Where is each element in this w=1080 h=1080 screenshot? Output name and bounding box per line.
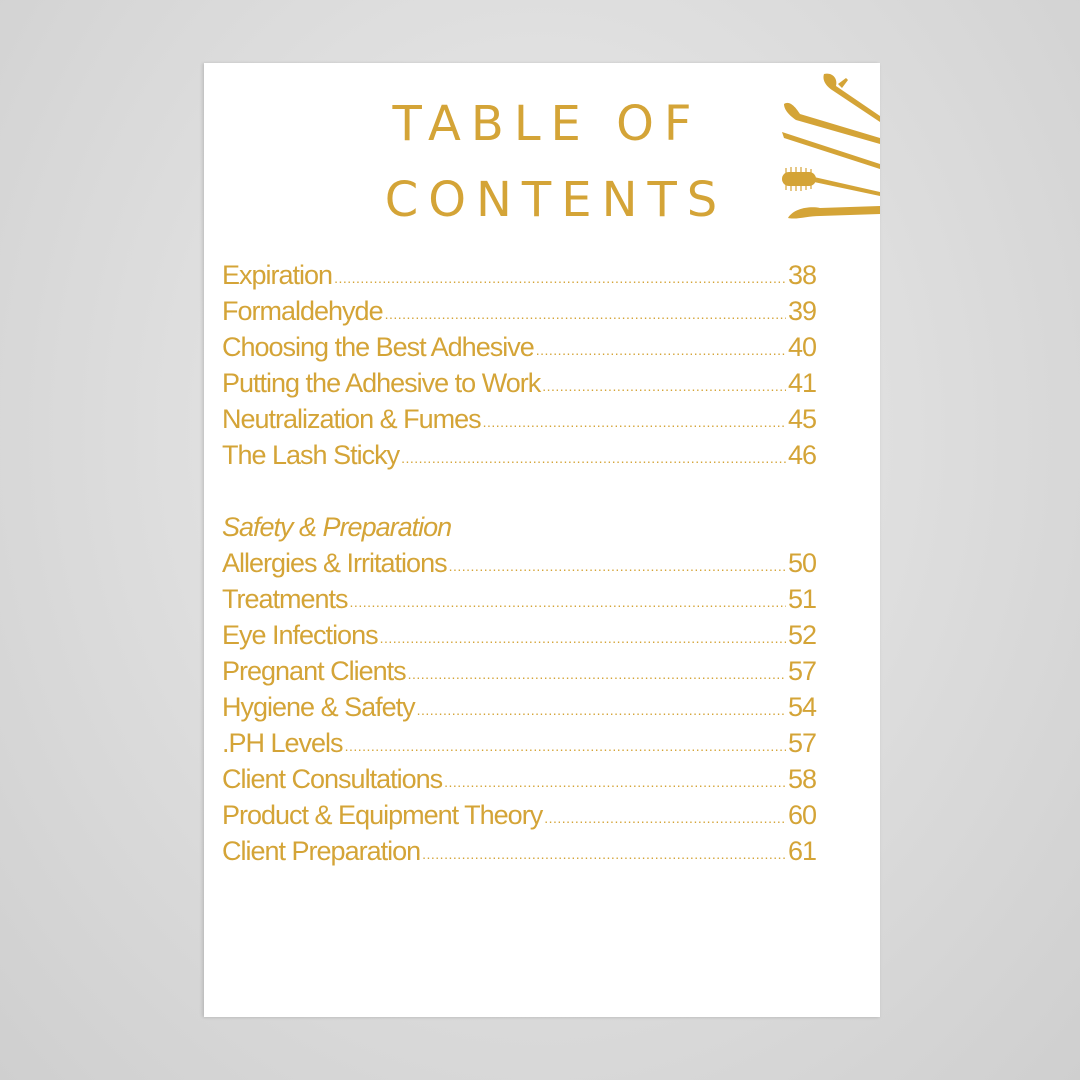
toc-entry-page-number: 58 [787, 764, 816, 794]
toc-entry[interactable] [222, 401, 816, 437]
dot-leader [444, 764, 786, 800]
toc-entry-page-number: 41 [787, 368, 816, 398]
toc-group-main [222, 257, 816, 473]
toc-entry-page-number: 46 [787, 440, 816, 470]
toc-entry-page-number: 40 [787, 332, 816, 362]
dot-leader [408, 656, 786, 692]
toc-entry-label: Neutralization & Fumes [222, 404, 481, 434]
dot-leader [422, 836, 786, 872]
toc-entry-page-number: 60 [787, 800, 816, 830]
dot-leader [544, 800, 786, 836]
toc-entry-label: Client Consultations [222, 764, 443, 794]
toc-entry[interactable] [222, 581, 816, 617]
toc-entry-page-number: 50 [787, 548, 816, 578]
toc-entry-page-number: 61 [787, 836, 816, 866]
toc-entry-label: Allergies & Irritations [222, 548, 447, 578]
toc-entry-label: Eye Infections [222, 620, 378, 650]
toc-entry-page-number: 57 [787, 656, 816, 686]
dot-leader [536, 332, 786, 368]
dot-leader [385, 296, 786, 332]
toc-entry[interactable] [222, 293, 816, 329]
toc-entry[interactable] [222, 725, 816, 761]
toc-entry-page-number: 52 [787, 620, 816, 650]
dot-leader [345, 728, 786, 764]
toc-entry-label: Expiration [222, 260, 333, 290]
toc-entry-page-number: 57 [787, 728, 816, 758]
toc-entry-page-number: 51 [787, 584, 816, 614]
toc-entry-label: Hygiene & Safety [222, 692, 415, 722]
page-title-line-2: CONTENTS [384, 172, 728, 228]
dot-leader [542, 368, 786, 404]
toc-entry[interactable] [222, 761, 816, 797]
section-heading: Safety & Preparation [222, 512, 452, 542]
toc-entry-page-number: 54 [787, 692, 816, 722]
toc-entry-label: Client Preparation [222, 836, 421, 866]
dot-leader [401, 440, 786, 476]
toc-entry-label: .PH Levels [222, 728, 343, 758]
toc-entry-label: Product & Equipment Theory [222, 800, 543, 830]
toc-entry[interactable] [222, 545, 816, 581]
toc-entry-page-number: 39 [787, 296, 816, 326]
toc-entry[interactable] [222, 689, 816, 725]
dot-leader [350, 584, 786, 620]
toc-entry-label: Treatments [222, 584, 348, 614]
page-title-line-1: TABLE OF [392, 96, 702, 152]
toc-entry-label: Choosing the Best Adhesive [222, 332, 534, 362]
lash-tools-icon [780, 68, 880, 228]
document-page [204, 63, 880, 1017]
table-of-contents [222, 257, 816, 869]
toc-entry-label: The Lash Sticky [222, 440, 400, 470]
toc-entry-label: Formaldehyde [222, 296, 383, 326]
dot-leader [417, 692, 786, 728]
toc-entry-page-number: 45 [787, 404, 816, 434]
dot-leader [334, 260, 786, 296]
dot-leader [380, 620, 786, 656]
toc-entry-label: Pregnant Clients [222, 656, 406, 686]
toc-entry[interactable] [222, 257, 816, 293]
toc-entry[interactable] [222, 617, 816, 653]
toc-entry[interactable] [222, 437, 816, 473]
toc-entry[interactable] [222, 365, 816, 401]
toc-entry[interactable] [222, 653, 816, 689]
toc-group-safety [222, 545, 816, 869]
toc-entry-page-number: 38 [787, 260, 816, 290]
dot-leader [483, 404, 786, 440]
dot-leader [449, 548, 786, 584]
toc-entry[interactable] [222, 797, 816, 833]
toc-entry[interactable] [222, 833, 816, 869]
toc-entry-label: Putting the Adhesive to Work [222, 368, 541, 398]
toc-entry[interactable] [222, 329, 816, 365]
